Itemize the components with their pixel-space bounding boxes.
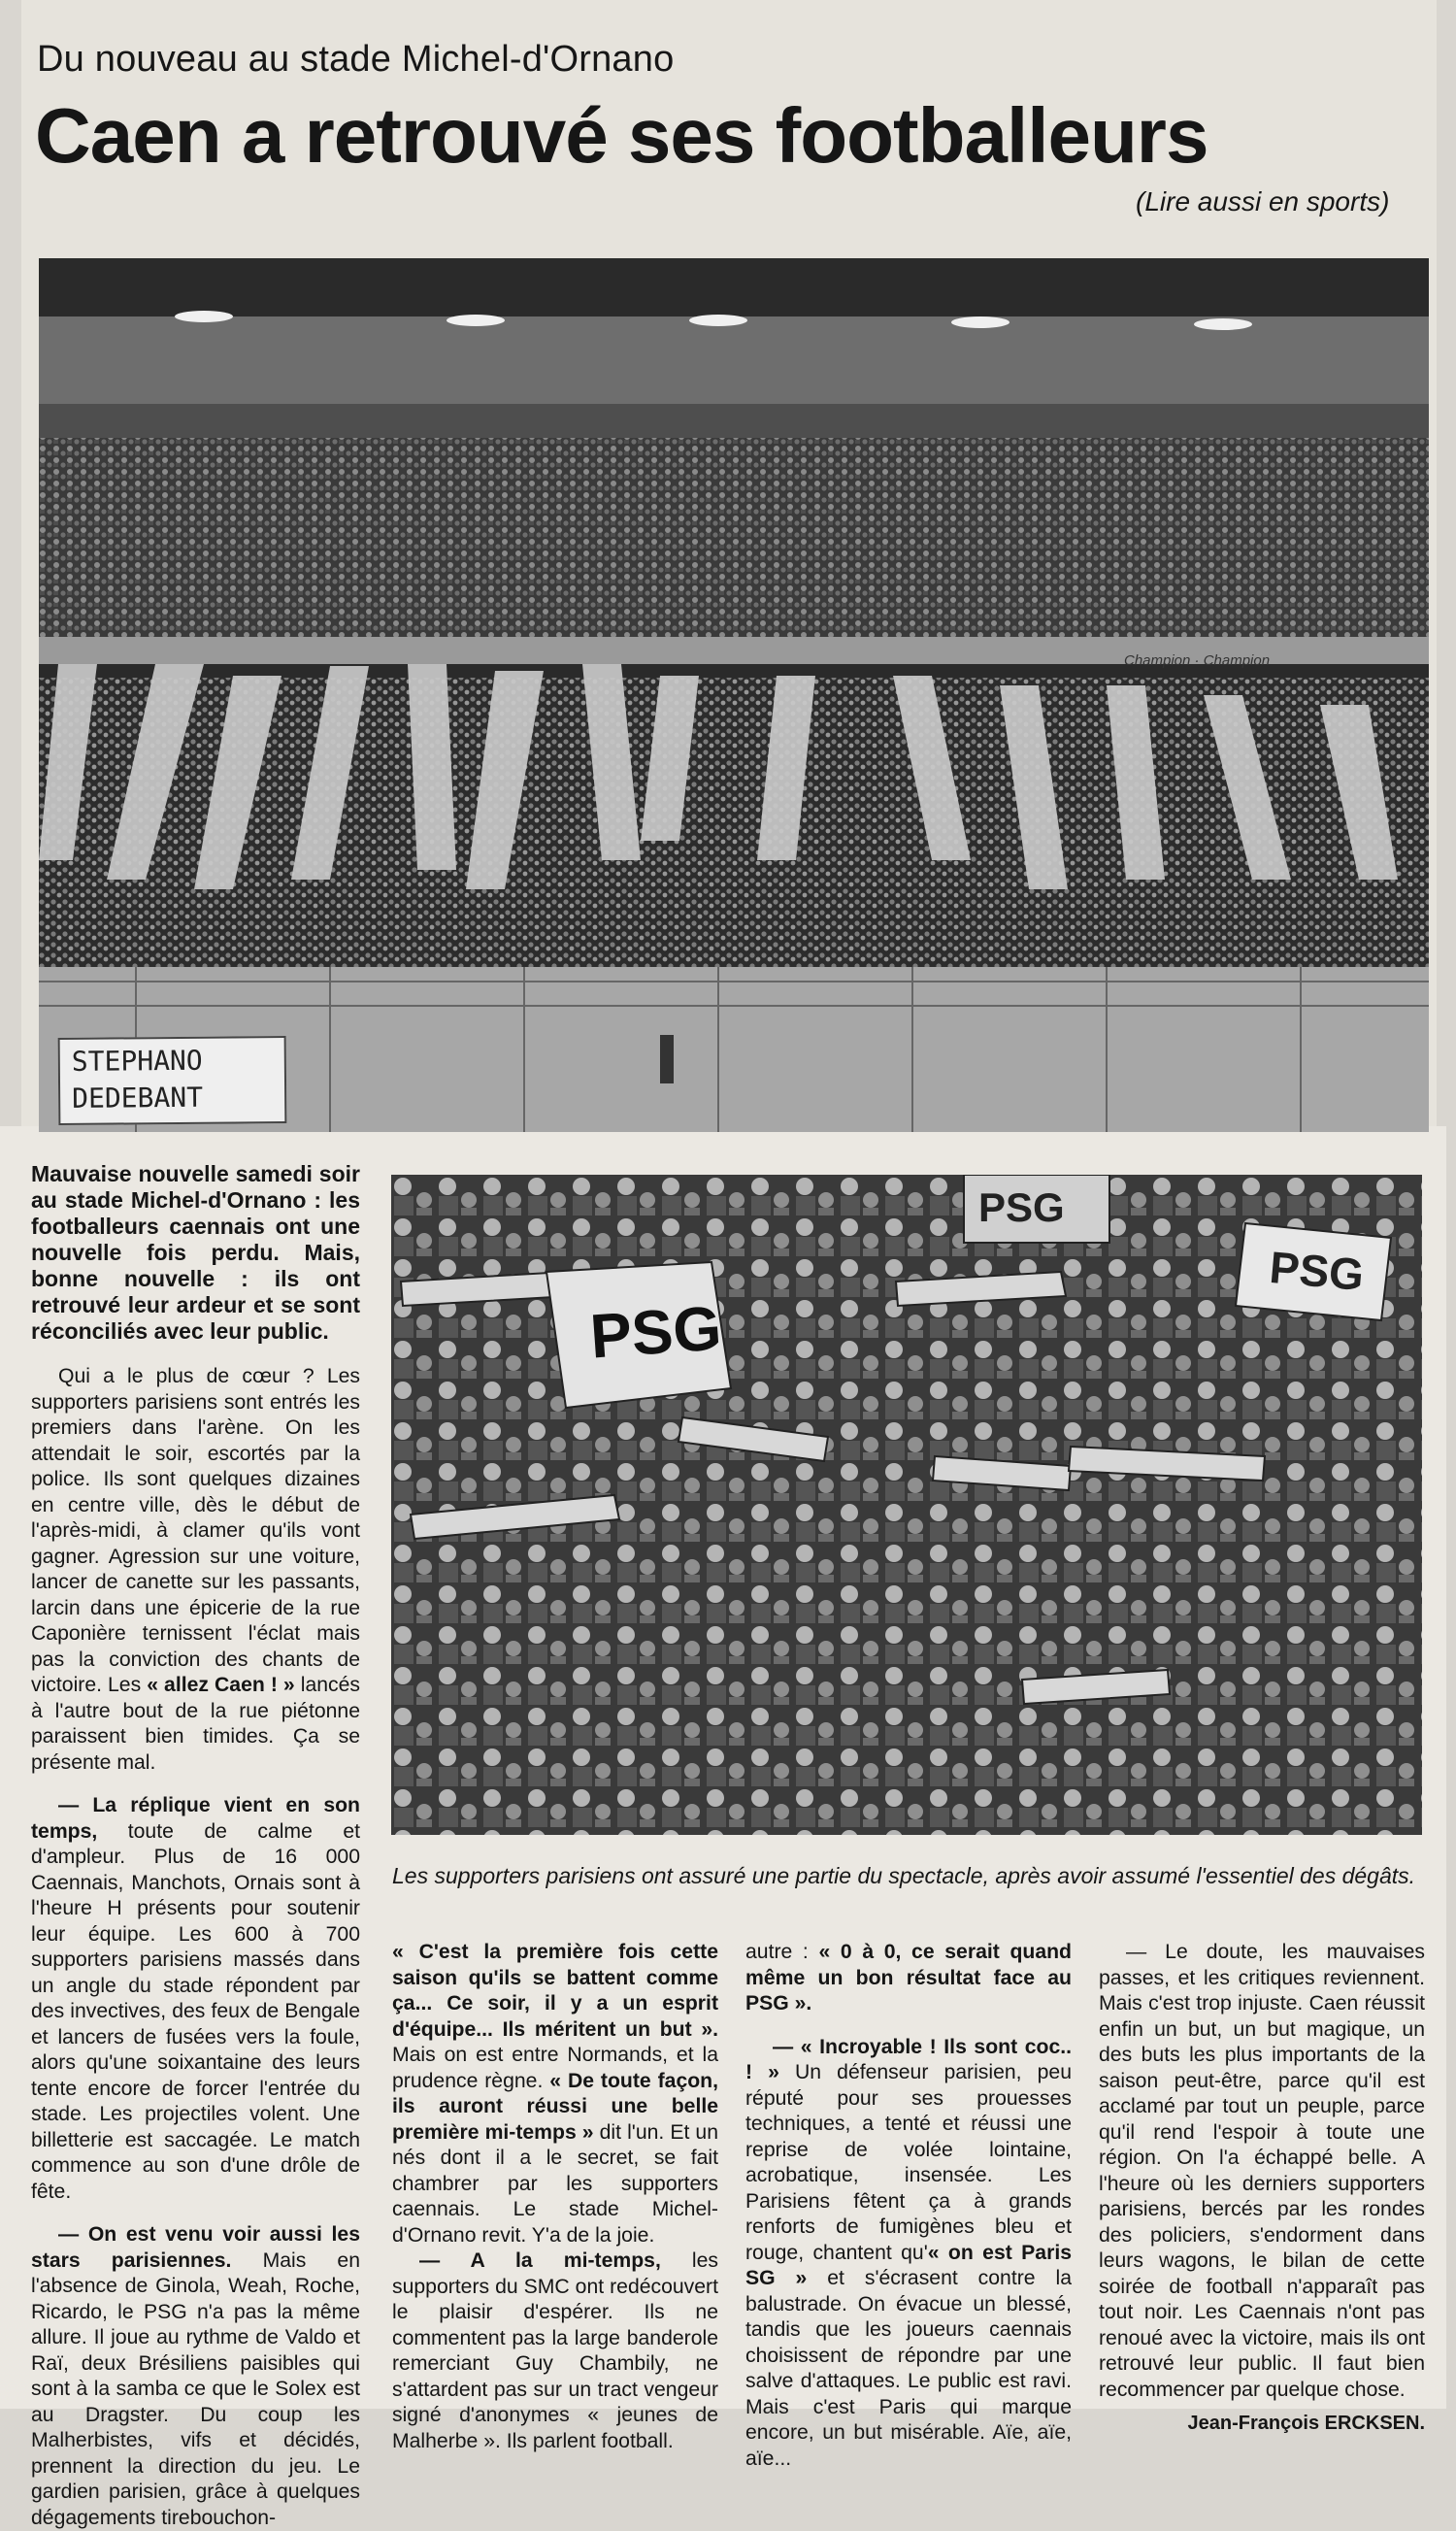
paragraph <box>31 1364 360 1776</box>
subhead: — « Incroyable ! Ils sont coc.. ! » <box>745 2035 1072 2083</box>
see-also-note: (Lire aussi en sports) <box>1136 186 1390 216</box>
text: les supporters du SMC ont redécouvert le plaisir d'espérer. Ils ne commentent pas la large banderole remerciant Guy Chambily, ne s'attardent pas sur un tract vengeur signé d'anonymes « jeunes de Malherbe ». Ils parlent football. <box>392 2249 718 2452</box>
quote: « on est Paris SG » <box>745 2241 1072 2289</box>
subhead: — La réplique vient en son temps, <box>31 1794 360 1843</box>
paragraph <box>745 1940 1072 2017</box>
supporters-illustration <box>391 1175 1422 1835</box>
balcony-sign-text: Champion · Champion <box>1124 652 1271 669</box>
paragraph <box>31 2222 360 2531</box>
subhead: — A la mi-temps, <box>419 2249 661 2272</box>
paragraph <box>392 2248 718 2454</box>
article-column-2 <box>392 1940 718 2454</box>
banner-line-1: STEPHANO <box>71 1044 203 1078</box>
text: lancés à l'autre bout de la rue piétonne paraissent bien timides. Ça se présente mal. <box>31 1674 360 1774</box>
text: Mais en l'absence de Ginola, Weah, Roche, Ricardo, le PSG n'a pas la même allure. Il joue au rythme de Valdo et Raï, deux Brésiliens paisibles qui sont à la samba ce que le Solex est au Dragster. Du coup les Malherbistes, vifs et décidés, prennent la direction du jeu. Le gardien parisien, grâce à quelques dégagements tirebouchon- <box>31 2248 361 2529</box>
psg-flag-left-text: PSG <box>587 1292 724 1372</box>
text: toute de calme et d'ampleur. Plus de 16 000 Caennais, Manchots, Ornais sont à l'heure H présents pour soutenir leur équipe. Les 600 à 700 supporters parisiens massés dans un angle du stade répondent par des invectives, des feux de Bengale et lancers de fusées vers la foule, alors qu'une soixantaine des leurs tente encore de forcer l'entrée du stade. Les projectiles volent. Une billetterie est saccagée. Le match commence au son d'une drôle de fête. <box>31 1819 360 2203</box>
banner-line-2: DEDEBANT <box>72 1081 204 1115</box>
text: Un défenseur parisien, peu réputé pour ses prouesses techniques, a tenté et réussi une reprise de volée lointaine, acrobatique, insensée. Les Parisiens fêtent ça à grands renforts de fumigènes bleu et rouge, chantent qu' <box>745 2061 1072 2264</box>
quote: « De toute façon, ils auront réussi une belle première mi-temps » <box>392 2069 719 2144</box>
text: Mais on est entre Normands, et la prudence règne. <box>392 2044 718 2092</box>
stadium-stands-illustration <box>39 258 1429 1132</box>
article-byline: Jean-François ERCKSEN. <box>1187 2413 1425 2434</box>
paragraph <box>392 1940 718 2248</box>
article-headline: Caen a retrouvé ses footballeurs <box>35 92 1208 179</box>
stadium-stands-photo <box>39 258 1429 1132</box>
quote: « allez Caen ! » <box>147 1674 295 1696</box>
text: autre : <box>745 1941 819 1963</box>
psg-supporters-photo <box>391 1175 1422 1835</box>
psg-flag-right-text: PSG <box>1267 1241 1367 1301</box>
article-lead: Mauvaise nouvelle samedi soir au stade Michel-d'Ornano : les footballeurs caennais ont une nouvelle fois perdu. Mais, bonne nouvelle : ils ont retrouvé leur ardeur et se sont réconciliés avec leur public. <box>31 1161 360 1344</box>
article-kicker: Du nouveau au stade Michel-d'Ornano <box>37 39 675 80</box>
psg-flag-top-text: PSG <box>978 1184 1065 1230</box>
quote: « 0 à 0, ce serait quand même un bon résultat face au PSG ». <box>745 1941 1073 2015</box>
article-column-3 <box>745 1940 1072 2472</box>
subhead: — On est venu voir aussi les stars parisiennes. <box>31 2223 360 2272</box>
paragraph: — Le doute, les mauvaises passes, et les critiques reviennent. Mais c'est trop injuste. Caen réussit enfin un but, un but magique, un des buts les plus importants de la saison peut-être, parce qu'il est acclamé par tout un peuple, parce qu'il rend l'espoir à toute une région. On l'a échappé belle. A l'heure où les derniers supporters parisiens, bercés par les rondes des policiers, s'endorment dans leurs wagons, le bilan de cette soirée de football n'apparaît pas tout noir. Les Caennais n'ont pas renoué avec la victoire, mais ils ont retrouvé leur public. Il faut bien recommencer par quelque chose. <box>1099 1941 1425 2401</box>
article-column-1 <box>31 1161 360 2531</box>
paragraph <box>31 1793 360 2205</box>
text: dit l'un. Et un nés dont il a le secret, se fait chambrer par les supporters caennais. Le stade Michel-d'Ornano revit. Y'a de la joie. <box>392 2120 718 2247</box>
text: Qui a le plus de cœur ? Les supporters parisiens sont entrés les premiers dans l'arène. On les attendait le soir, escortés par la police. Ils sont quelques dizaines en centre ville, dès le début de l'après-midi, à clamer qu'ils vont gagner. Agression sur une voiture, lancer de canette sur les passants, larcin dans une épicerie de la rue Caponière ternissent l'éclat mais pas la conviction des chants de victoire. Les <box>31 1365 360 1696</box>
stadium-banner-sign <box>58 1036 287 1125</box>
text: et s'écrasent contre la balustrade. On évacue un blessé, tandis que les joueurs caennais choisissent de répondre par une salve d'attaques. Le public est ravi. Mais c'est Paris qui marque encore, un but misérable. Aïe, aïe, aïe... <box>745 2267 1072 2470</box>
quote: « C'est la première fois cette saison qu'ils se battent comme ça... Ce soir, il y a un esprit d'équipe... Ils méritent un but ». <box>392 1941 718 2041</box>
article-column-4 <box>1099 1940 1425 2437</box>
paragraph <box>745 2035 1072 2473</box>
photo-caption: Les supporters parisiens ont assuré une partie du spectacle, après avoir assumé l'essentiel des dégâts. <box>392 1863 1416 1888</box>
